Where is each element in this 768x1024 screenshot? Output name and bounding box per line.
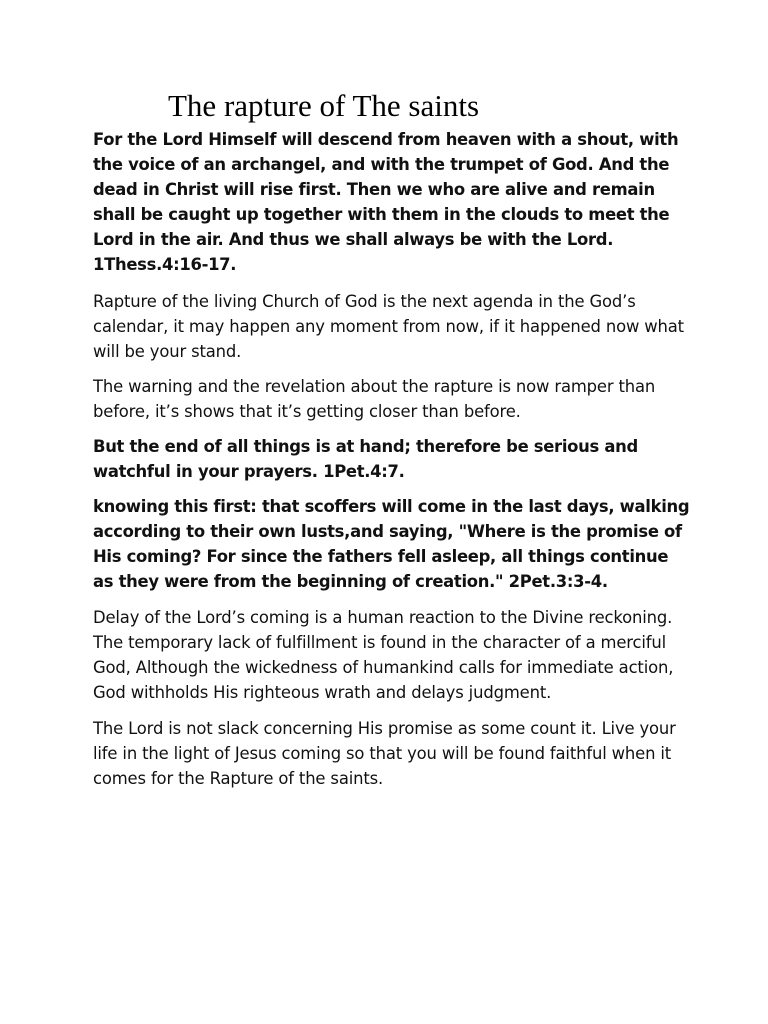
scripture-paragraph-2pet: knowing this first: that scoffers will come in the last days, walking according to their own lusts,and saying, "Where is the promise of His coming? For since the fathers fell asleep, all things continue as they were from the beginning of creation." 2Pet.3:3-4. <box>93 497 690 591</box>
body-paragraph-rapture-agenda: Rapture of the living Church of God is the next agenda in the God’s calendar, it may happen any moment from now, if it happened now what will be your stand. <box>93 292 684 361</box>
body-paragraph-delay: Delay of the Lord’s coming is a human reaction to the Divine reckoning. The temporary lack of fulfillment is found in the character of a merciful God, Although the wickedness of humankind calls for immediate action, God withholds His righteous wrath and delays judgment. <box>93 608 674 702</box>
scripture-paragraph-1pet: But the end of all things is at hand; therefore be serious and watchful in your prayers. 1Pet.4:7. <box>93 437 638 481</box>
document-body <box>93 127 693 791</box>
document-title: The rapture of The saints <box>168 88 480 123</box>
scripture-paragraph-1thess: For the Lord Himself will descend from heaven with a shout, with the voice of an archangel, and with the trumpet of God. And the dead in Christ will rise first. Then we who are alive and remain shall be caught up together with them in the clouds to meet the Lord in the air. And thus we shall always be with the Lord. 1Thess.4:16-17. <box>93 130 679 274</box>
body-paragraph-conclusion: The Lord is not slack concerning His promise as some count it. Live your life in the light of Jesus coming so that you will be found faithful when it comes for the Rapture of the saints. <box>93 719 676 788</box>
body-paragraph-warning: The warning and the revelation about the rapture is now ramper than before, it’s shows that it’s getting closer than before. <box>93 377 656 421</box>
